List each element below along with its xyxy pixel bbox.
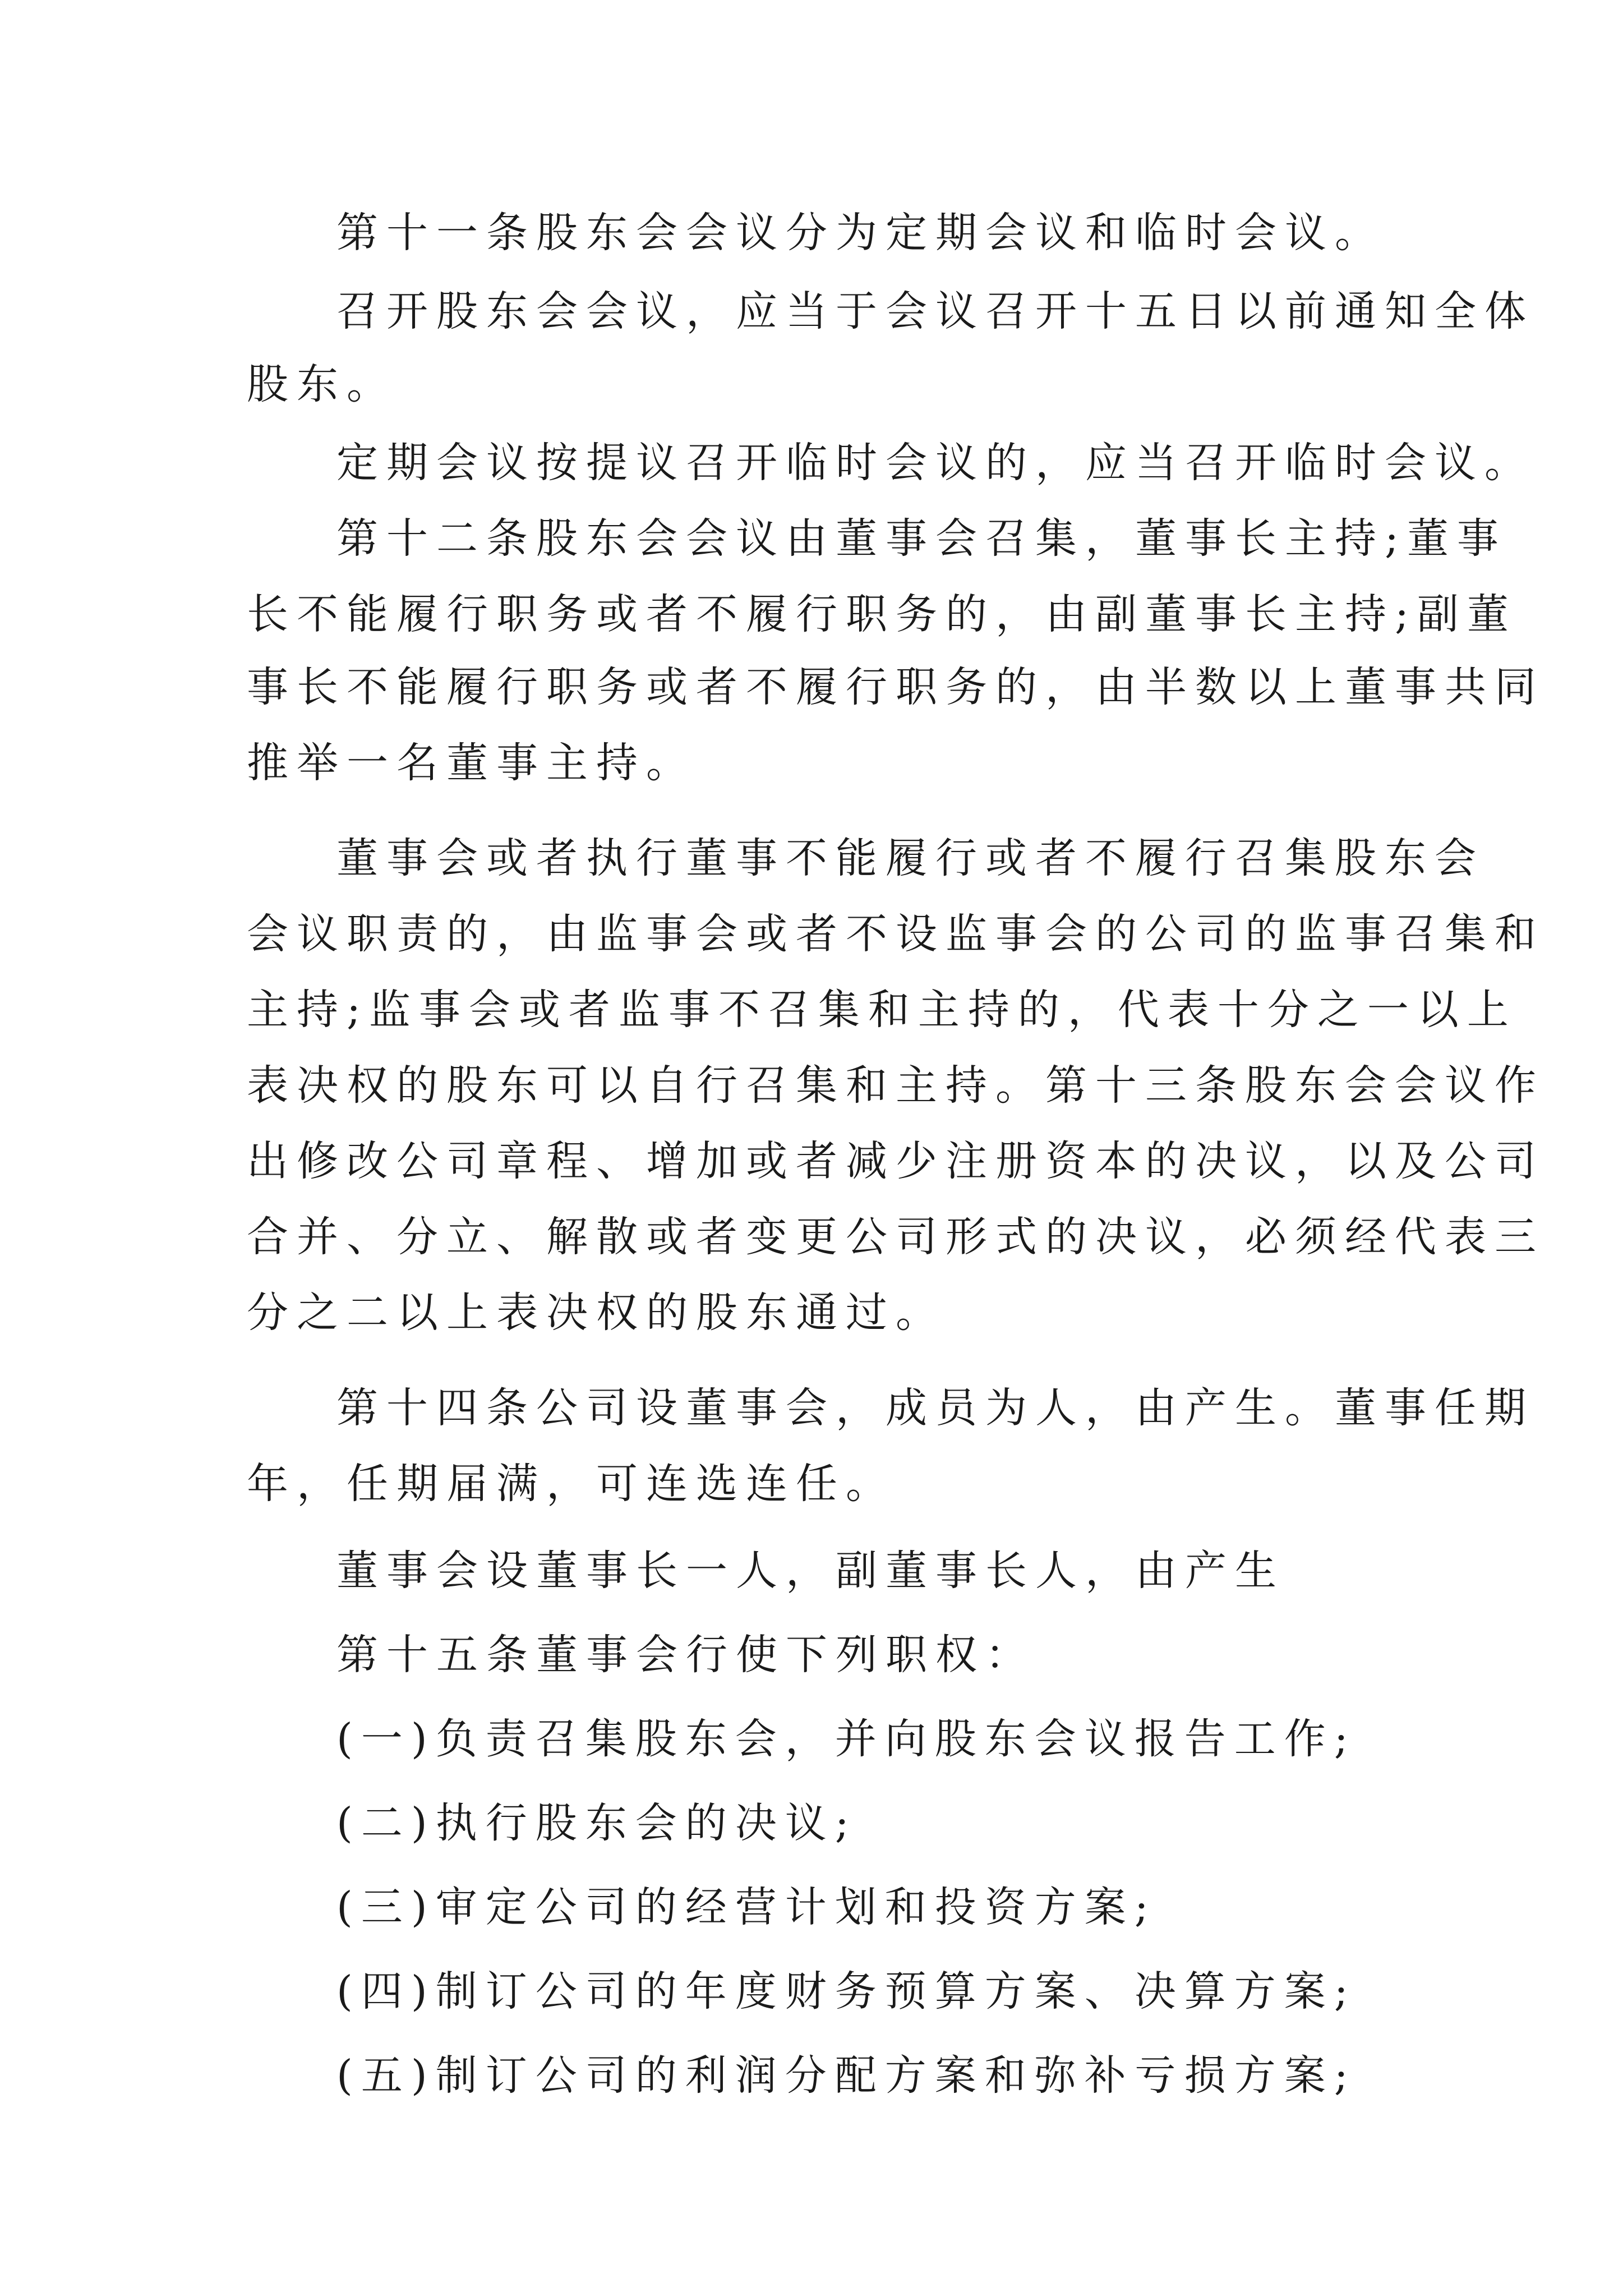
text-line: 第十一条股东会会议分为定期会议和临时会议。: [336, 209, 1385, 257]
text-line: 长不能履行职务或者不履行职务的，由副董事长主持;副董: [247, 590, 1517, 638]
text-line: 年，任期届满，可连选连任。: [247, 1460, 896, 1508]
text-line: (三)审定公司的经营计划和投资方案;: [336, 1883, 1157, 1931]
text-line: (二)执行股东会的决议;: [336, 1799, 857, 1847]
text-line: 会议职责的，由监事会或者不设监事会的公司的监事召集和: [247, 910, 1544, 958]
text-line: 推举一名董事主持。: [247, 739, 696, 787]
text-line: 召开股东会会议，应当于会议召开十五日以前通知全体: [336, 287, 1534, 335]
text-line: 合并、分立、解散或者变更公司形式的决议，必须经代表三: [247, 1213, 1544, 1261]
text-line: 第十二条股东会会议由董事会召集，董事长主持;董事: [336, 514, 1507, 563]
text-line: 董事会或者执行董事不能履行或者不履行召集股东会: [336, 834, 1484, 882]
text-line: (五)制订公司的利润分配方案和弥补亏损方案;: [336, 2051, 1357, 2100]
text-line: 事长不能履行职务或者不履行职务的，由半数以上董事共同: [247, 663, 1544, 711]
text-line: 董事会设董事长一人，副董事长人，由产生: [336, 1547, 1285, 1595]
text-line: 分之二以上表决权的股东通过。: [247, 1289, 946, 1337]
text-line: 第十四条公司设董事会，成员为人，由产生。董事任期: [336, 1384, 1534, 1432]
text-line: 股东。: [247, 360, 396, 408]
text-line: 出修改公司章程、增加或者减少注册资本的决议，以及公司: [247, 1137, 1544, 1185]
text-line: 表决权的股东可以自行召集和主持。第十三条股东会会议作: [247, 1061, 1544, 1110]
text-line: (一)负责召集股东会，并向股东会议报告工作;: [336, 1715, 1357, 1763]
text-line: 定期会议按提议召开临时会议的，应当召开临时会议。: [336, 439, 1534, 487]
text-line: (四)制订公司的年度财务预算方案、决算方案;: [336, 1967, 1357, 2016]
text-line: 第十五条董事会行使下列职权：: [336, 1631, 1035, 1679]
text-line: 主持;监事会或者监事不召集和主持的，代表十分之一以上: [247, 986, 1517, 1034]
